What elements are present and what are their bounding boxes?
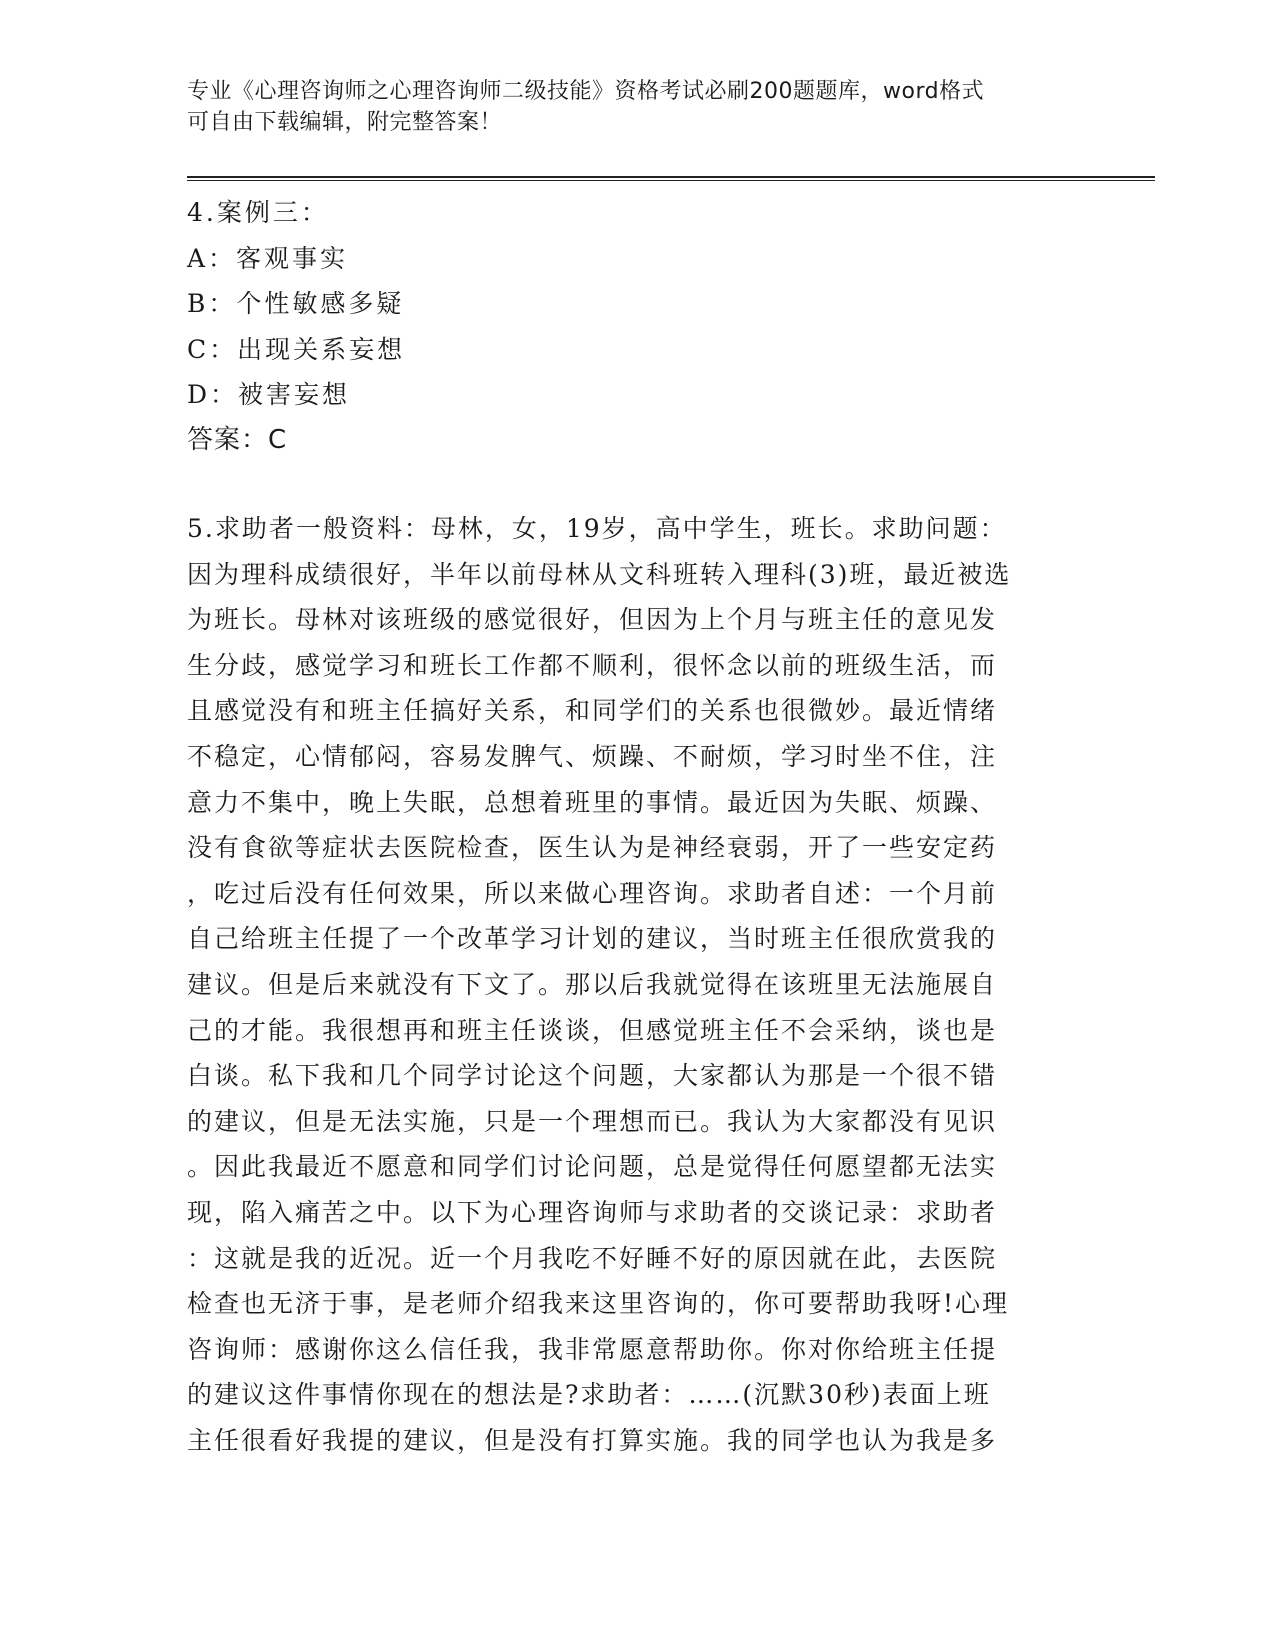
question-5-line: 咨询师：感谢你这么信任我，我非常愿意帮助你。你对你给班主任提 [187, 1334, 998, 1364]
answer-label: 答案：C [187, 424, 288, 455]
question-5-line: 建议。但是后来就没有下文了。那以后我就觉得在该班里无法施展自 [187, 969, 998, 999]
question-5-line: 生分歧，感觉学习和班长工作都不顺利，很怀念以前的班级生活，而 [187, 650, 998, 680]
question-5-line: ：这就是我的近况。近一个月我吃不好睡不好的原因就在此，去医院 [187, 1243, 998, 1273]
question-5-line: 意力不集中，晚上失眠，总想着班里的事情。最近因为失眠、烦躁、 [187, 787, 998, 817]
question-5-line: 检查也无济于事，是老师介绍我来这里咨询的，你可要帮助我呀!心理 [187, 1289, 1010, 1319]
question-5-line: 没有食欲等症状去医院检查，医生认为是神经衰弱，开了一些安定药 [187, 833, 998, 863]
question-5-line: 5.求助者一般资料：母林，女，19岁，高中学生，班长。求助问题： [187, 514, 1007, 543]
question-5-line: 。因此我最近不愿意和同学们讨论问题，总是觉得任何愿望都无法实 [187, 1152, 998, 1182]
question-5-line: 自己给班主任提了一个改革学习计划的建议，当时班主任很欣赏我的 [187, 924, 998, 954]
question-5-line: 的建议，但是无法实施，只是一个理想而已。我认为大家都没有见识 [187, 1106, 998, 1136]
question-5-line: 己的才能。我很想再和班主任谈谈，但感觉班主任不会采纳，谈也是 [187, 1015, 998, 1045]
option-a: A：客观事实 [187, 243, 349, 273]
header-title-line-1: 专业《心理咨询师之心理咨询师二级技能》资格考试必刷200题题库，word格式 [187, 79, 985, 104]
header-divider [187, 176, 1155, 181]
question-5-line: 且感觉没有和班主任搞好关系，和同学们的关系也很微妙。最近情绪 [187, 696, 998, 726]
option-d: D：被害妄想 [187, 380, 351, 409]
question-5-line: 白谈。私下我和几个同学讨论这个问题，大家都认为那是一个很不错 [187, 1061, 998, 1091]
question-5-line: 因为理科成绩很好，半年以前母林从文科班转入理科(3)班，最近被选 [187, 559, 1012, 589]
question-5-line: 的建议这件事情你现在的想法是?求助者：……(沉默30秒)表面上班 [187, 1380, 991, 1410]
question-5-line: 不稳定，心情郁闷，容易发脾气、烦躁、不耐烦，学习时坐不住，注 [187, 741, 998, 771]
document-header [187, 76, 1067, 138]
question-5-line: ，吃过后没有任何效果，所以来做心理咨询。求助者自述：一个月前 [187, 878, 998, 908]
question-5-line: 主任很看好我提的建议，但是没有打算实施。我的同学也认为我是多 [187, 1425, 998, 1455]
question-4 [187, 190, 1067, 463]
option-c: C：出现关系妄想 [187, 334, 406, 364]
question-5-line: 现，陷入痛苦之中。以下为心理咨询师与求助者的交谈记录：求助者 [187, 1197, 998, 1227]
question-5-line: 为班长。母林对该班级的感觉很好，但因为上个月与班主任的意见发 [187, 605, 998, 635]
option-b: B：个性敏感多疑 [187, 289, 405, 318]
question-5 [187, 506, 1067, 1463]
question-stem: 4.案例三： [187, 198, 329, 227]
header-title-line-2: 可自由下载编辑，附完整答案！ [187, 110, 503, 135]
